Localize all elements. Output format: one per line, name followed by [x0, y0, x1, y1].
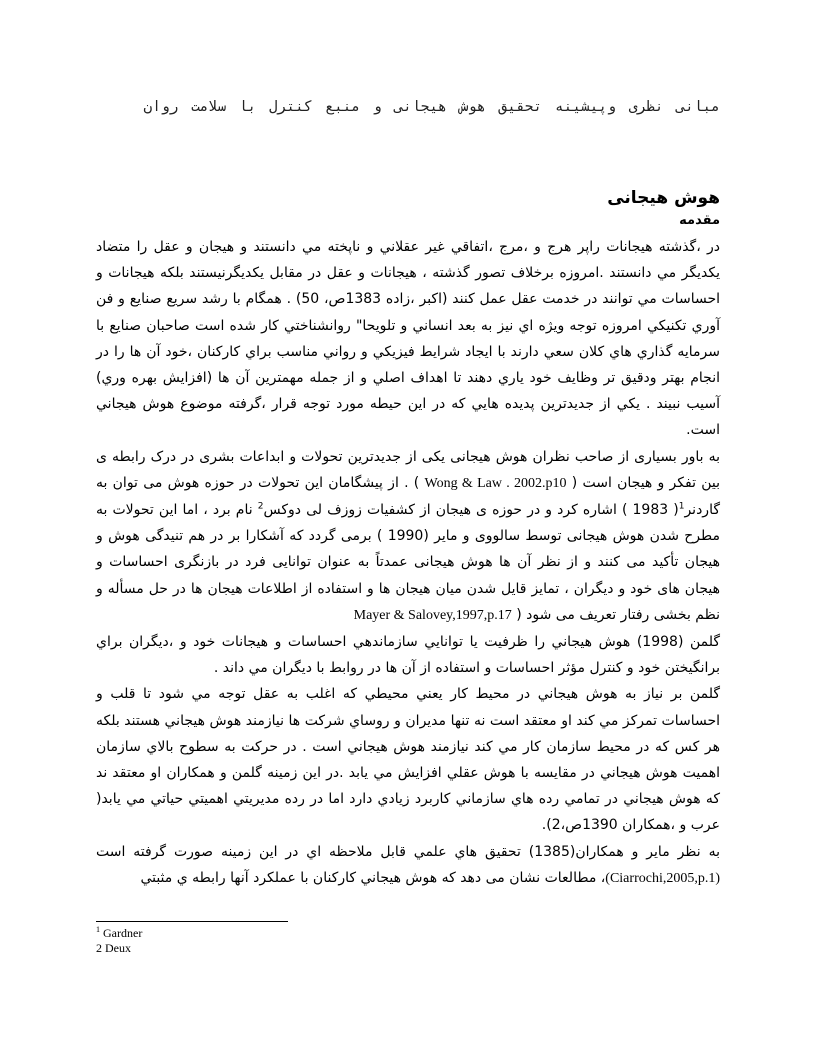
citation-ciarrochi: (Ciarrochi,2005,p.1): [605, 870, 720, 886]
footnote-separator: [96, 921, 288, 922]
paragraph-2-part-2: ) . از پیشگامان این تحولات در حوزه هوش می توان به گاردنر: [96, 474, 720, 519]
footnotes: [96, 926, 142, 956]
paragraph-5-part-1: به نظر ماير و همكاران(1385) تحقيق هاي علمي قابل ملاحظه اي در اين زمينه صورت گرفته است: [96, 843, 720, 860]
footnote-2-number: 2: [96, 941, 102, 955]
footnote-1-number: 1: [96, 925, 100, 934]
sub-heading: مقدمه: [679, 213, 720, 228]
citation-wong-law: Wong & Law . 2002.p10: [424, 475, 567, 491]
paragraph-1: در ،گذشته هيجانات راپر هرج و ،مرج ،اتفاقي غير عقلاني و ناپخته مي دانستند و هيجان و عقل را متضاد يكديگر مي دانستند .امروزه برخلاف تصور گذشته ، هيجانات و عقل در مقابل يكديگرنيستند بلكه هيجانات و احساسات مي توانند در خدمت عقل عمل كنند (اكبر ،زاده 1383ص، 50) . همگام با رشد سريع صنايع و فن آوري تكنيكي امروزه توجه ويژه اي نيز به بعد انساني و تلويحا" روانشناختي كار شده است صاحبان صنايع با سرمايه گذاري هاي كلان سعي دارند با ايجاد شرايط فيزيكي و رواني مناسب براي كاركنان ،خود آن ها را در انجام بهتر ودقيق تر وظايف خود ياري دهند تا اهداف اصلي و از جمله مهمترين آن ها (افزايش بهره وري) آسيب نبيند . يكي از جديدترين پديده هايي كه در اين حيطه مورد توجه قرار ،گرفته موضوع هوش هيجاني است.: [96, 239, 720, 439]
paragraph-3: گلمن (1998) هوش هيجاني را ظرفيت يا توانايي سازماندهي احساسات و هيجانات خود و ،ديگران براي برانگيختن خود و كنترل مؤثر احساسات و استفاده از آن ها در روابط با ديگران مي داند .: [96, 634, 720, 677]
document-title: مبانی نظری وپیشینه تحقیق هوش هیجانی و منبع کنترل با سلامت روان: [143, 99, 720, 115]
footnote-2: [96, 941, 142, 956]
section-heading: هوش هیجانی: [607, 188, 720, 208]
document-body: [96, 234, 720, 892]
paragraph-2-part-4: نام برد ، اما این تحولات به مطرح شدن هوش هیجانی توسط سالووی و مایر (1990 ) برمی گردد که آشکارا بر در هم تنیدگی هوش و هیجان تأکید می کنند و از نظر آن ها هوش هیجانی عمدتاً به عنوان توانایی فرد در بازنگری احساسات و هیجان های خود و دیگران ، تمایز قایل شدن میان هیجان ها و استفاده از اطلاعات هیجان ها در حل مسأله و نظم بخشی رفتار تعریف می شود (: [96, 502, 721, 623]
footnote-2-text: Deux: [105, 941, 131, 955]
footnote-1: [96, 926, 142, 941]
paragraph-5: [96, 839, 720, 892]
footnote-ref-1[interactable]: 1: [678, 501, 685, 512]
paragraph-4: گلمن بر نياز به هوش هيجاني در محيط كار يعني محيطي كه اغلب به عقل توجه مي شود تا قلب و احساسات تمركز مي كند او معتقد است نه تنها مديران و روساي شركت ها نيازمند هوش هيجاني هستند بلكه هر كس كه در محيط سازمان كار مي كند نيازمند هوش هيجاني است . در حركت به سطوح بالاي سازمان اهميت هوش هيجاني در مقايسه با هوش عقلي افزايش مي يابد .در اين زمينه گلمن و همكاران او معتقد ند كه هوش هيجاني در تمامي رده هاي سازماني كاربرد زيادي دارد اما در رده مديريتي اهميتي حياتي مي يابد( عرب و ،همكاران 1390ص،2).: [96, 686, 720, 834]
paragraph-2-part-1: به باور بسیاری از صاحب نظران هوش هیجانی یکی از جدیدترین تحولات و ابداعات بشری در درک رابطه ی بین تفکر و هیجان است (: [96, 448, 721, 491]
document-page: [96, 0, 720, 1056]
footnote-ref-2[interactable]: 2: [257, 501, 264, 512]
footnote-1-text: Gardner: [103, 926, 143, 940]
citation-mayer-salovey: Mayer & Salovey,1997,p.17: [353, 607, 512, 623]
paragraph-5-part-2: ، مطالعات نشان می دهد که هوش هيجاني كاركنان با عملكرد آنها رابطه ي مثبتي: [140, 869, 606, 886]
paragraph-2-part-3: ( 1983 ) اشاره کرد و در حوزه ی هیجان از کشفیات زوزف لی دوکس: [263, 502, 679, 519]
paragraph-2: [96, 444, 720, 629]
